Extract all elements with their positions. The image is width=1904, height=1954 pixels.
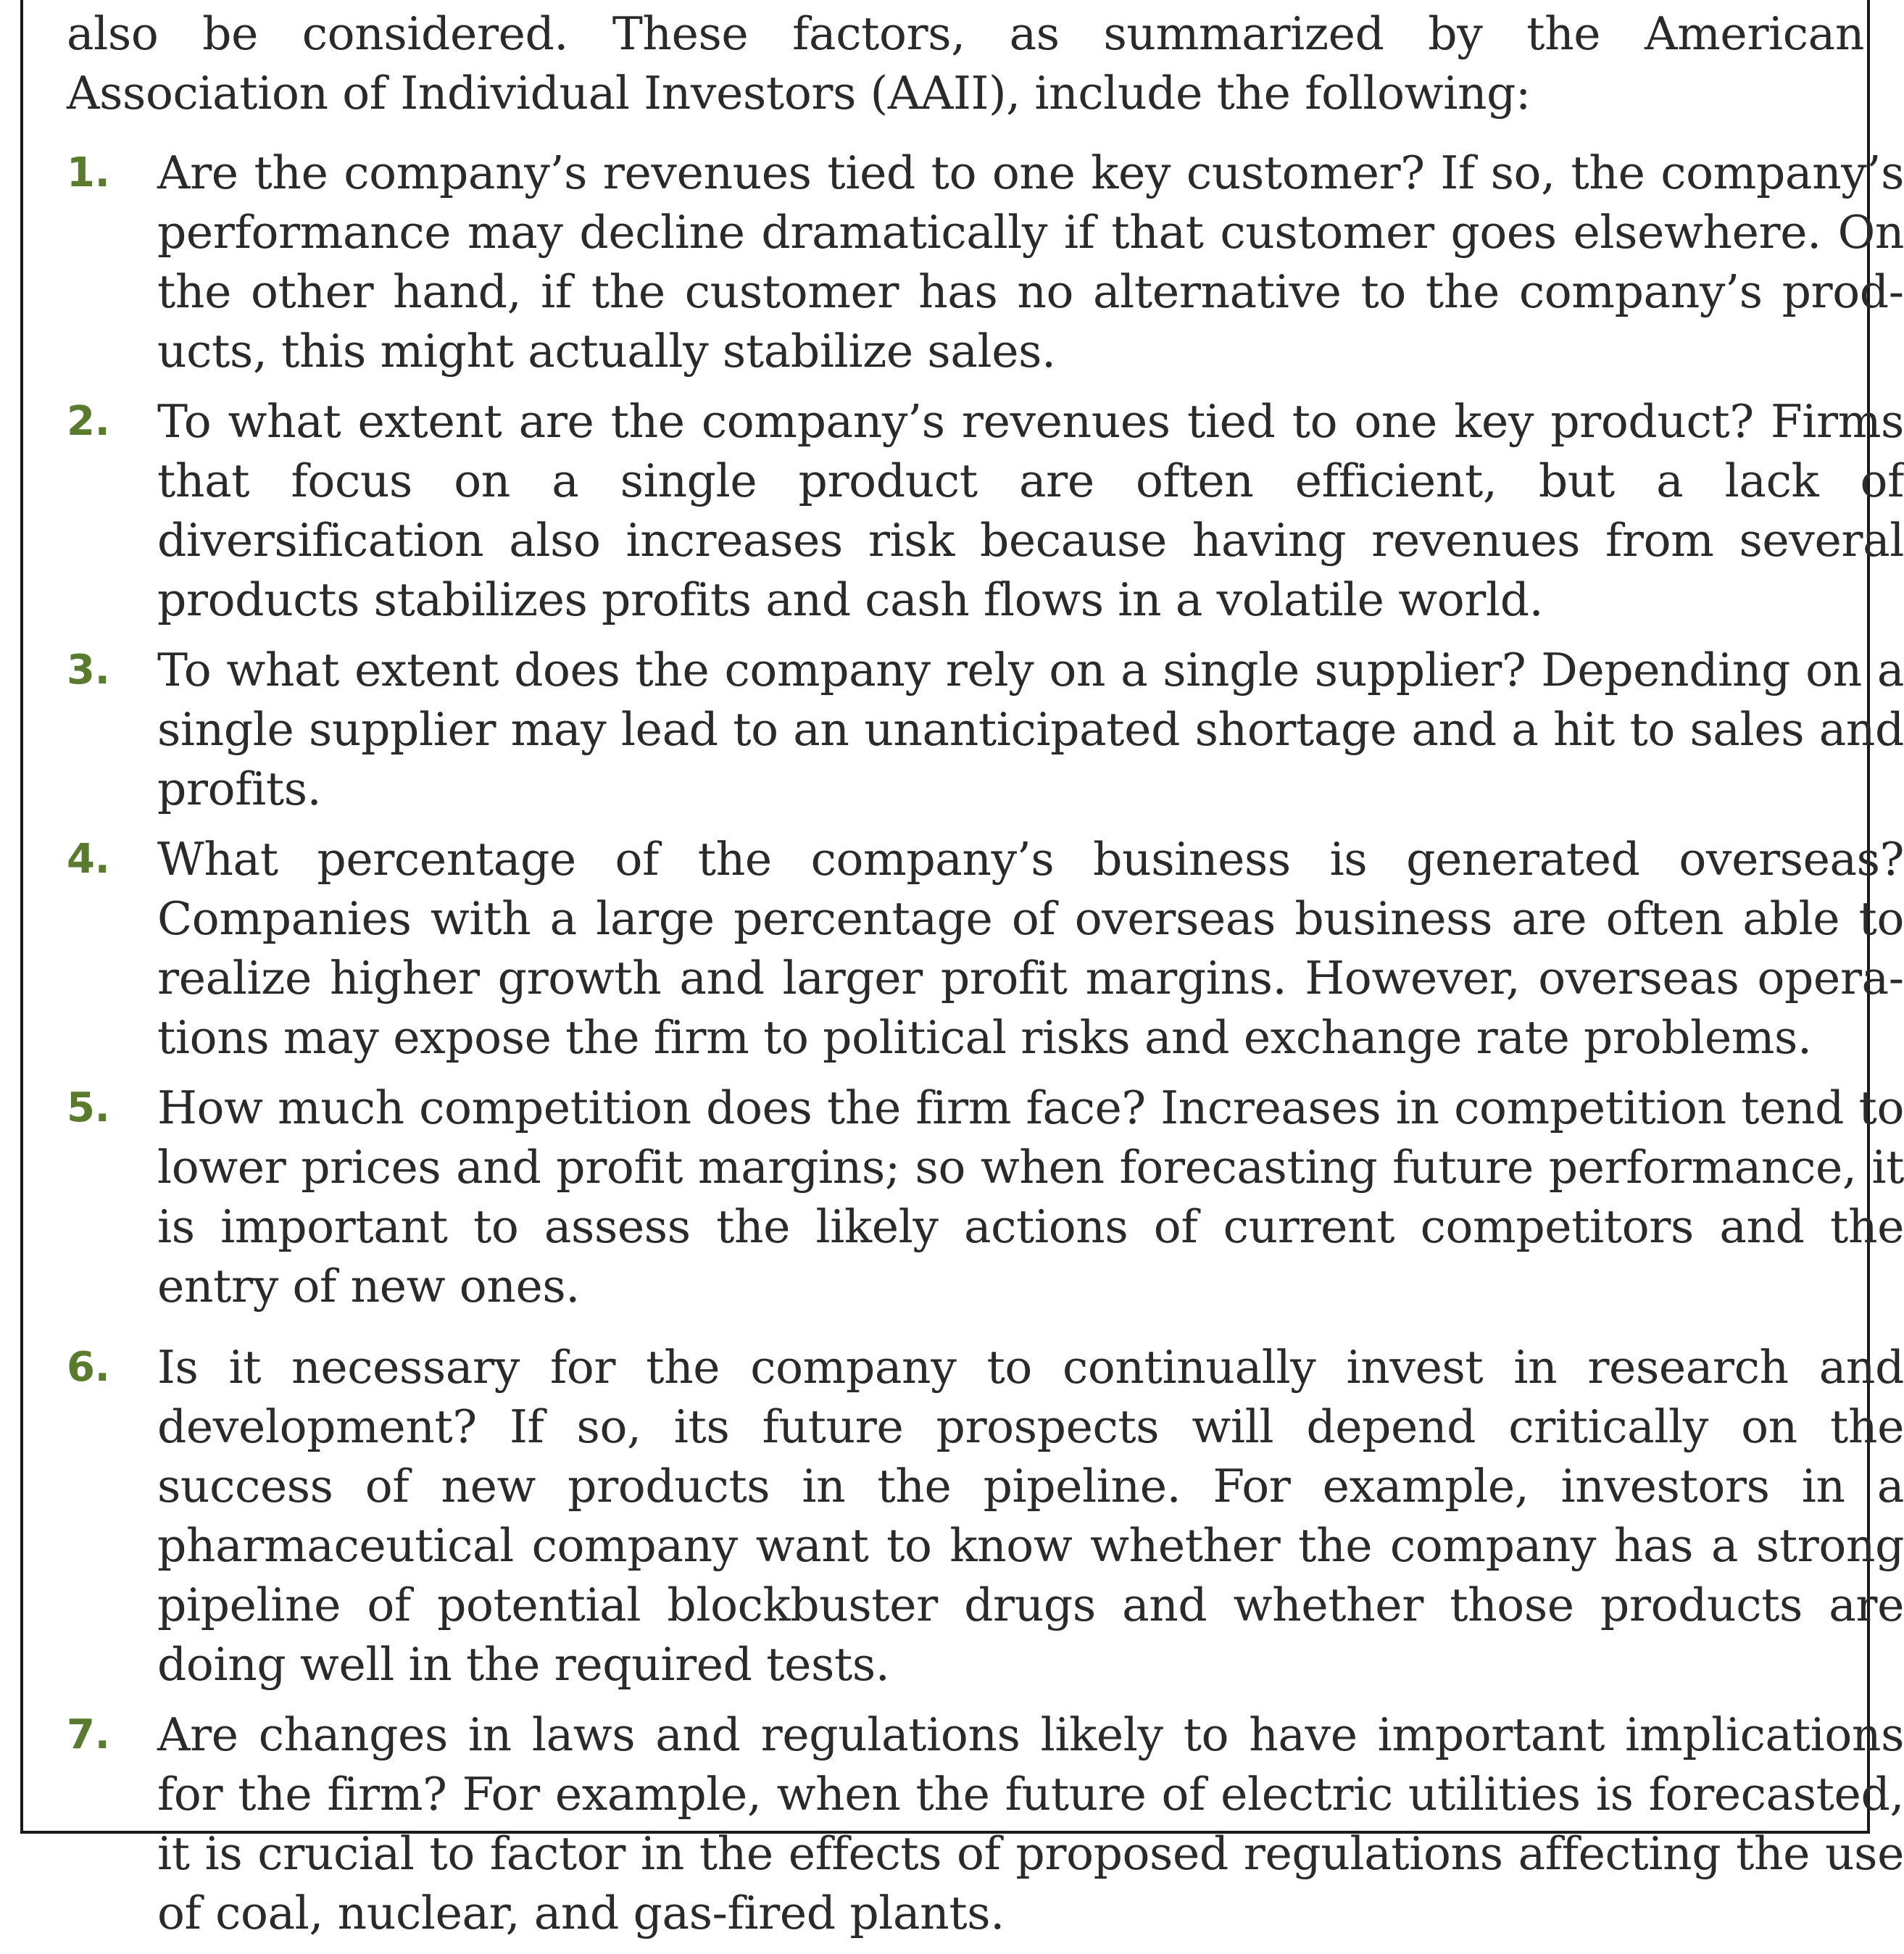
list-item-number: 1. <box>67 149 110 196</box>
list-item-text: How much competition does the firm face? Increases in competition tend to lower prices and profit margins; so when forecasting future performance, it is important to assess the likely actions of current competitors and the entry of new ones. <box>157 1081 1904 1313</box>
document-body <box>67 4 1904 1954</box>
intro-paragraph: also be considered. These factors, as summarized by the American Association of Individual Investors (AAII), include the following: <box>67 7 1864 120</box>
document-frame <box>20 0 1904 1940</box>
list-item <box>67 144 1904 381</box>
list-item-number: 6. <box>67 1344 110 1391</box>
list-item-text: Are the company’s revenues tied to one key customer? If so, the company’s performance may decline dramatically if that customer goes elsewhere. On the other hand, if the customer has no alternative to the company’s products, this might actually stabilize sales. <box>157 146 1904 378</box>
list-item <box>67 830 1904 1068</box>
list-item <box>67 392 1904 630</box>
list-item-text: Is it necessary for the company to continually invest in research and development? If so, its future prospects will depend critically on the success of new products in the pipeline. For example, investors in a pharmaceutical company want to know whether the company has a strong pipeline of potential blockbuster drugs and whether those products are doing well in the required tests. <box>157 1341 1904 1691</box>
list-item-number: 5. <box>67 1084 110 1131</box>
list-item <box>67 1078 1904 1316</box>
factor-list <box>67 144 1904 1943</box>
list-item-number: 2. <box>67 398 110 445</box>
list-item <box>67 1705 1904 1943</box>
list-item-text: Are changes in laws and regulations likely to have important implications for the firm? For example, when the future of electric utilities is forecasted, it is crucial to factor in the effects of proposed regulations affecting the use of coal, nuclear, and gas-fired plants. <box>157 1708 1904 1940</box>
list-item-text: To what extent are the company’s revenues tied to one key product? Firms that focus on a single product are often efficient, but a lack of diversification also increases risk because having revenues from several products stabilizes profits and cash flows in a volatile world. <box>157 395 1904 626</box>
list-item <box>67 1338 1904 1695</box>
list-item <box>67 641 1904 819</box>
list-item-number: 4. <box>67 836 110 883</box>
list-item-number: 3. <box>67 647 110 694</box>
list-item-text: To what extent does the company rely on a single supplier? Depending on a single supplier may lead to an unanticipated shortage and a hit to sales and profits. <box>157 644 1904 815</box>
list-item-text: What percentage of the company’s business is generated overseas? Companies with a large percentage of overseas business are often able to realize higher growth and larger profit margins. However, overseas operations may expose the firm to political risks and exchange rate problems. <box>157 833 1904 1064</box>
list-item-number: 7. <box>67 1711 110 1758</box>
